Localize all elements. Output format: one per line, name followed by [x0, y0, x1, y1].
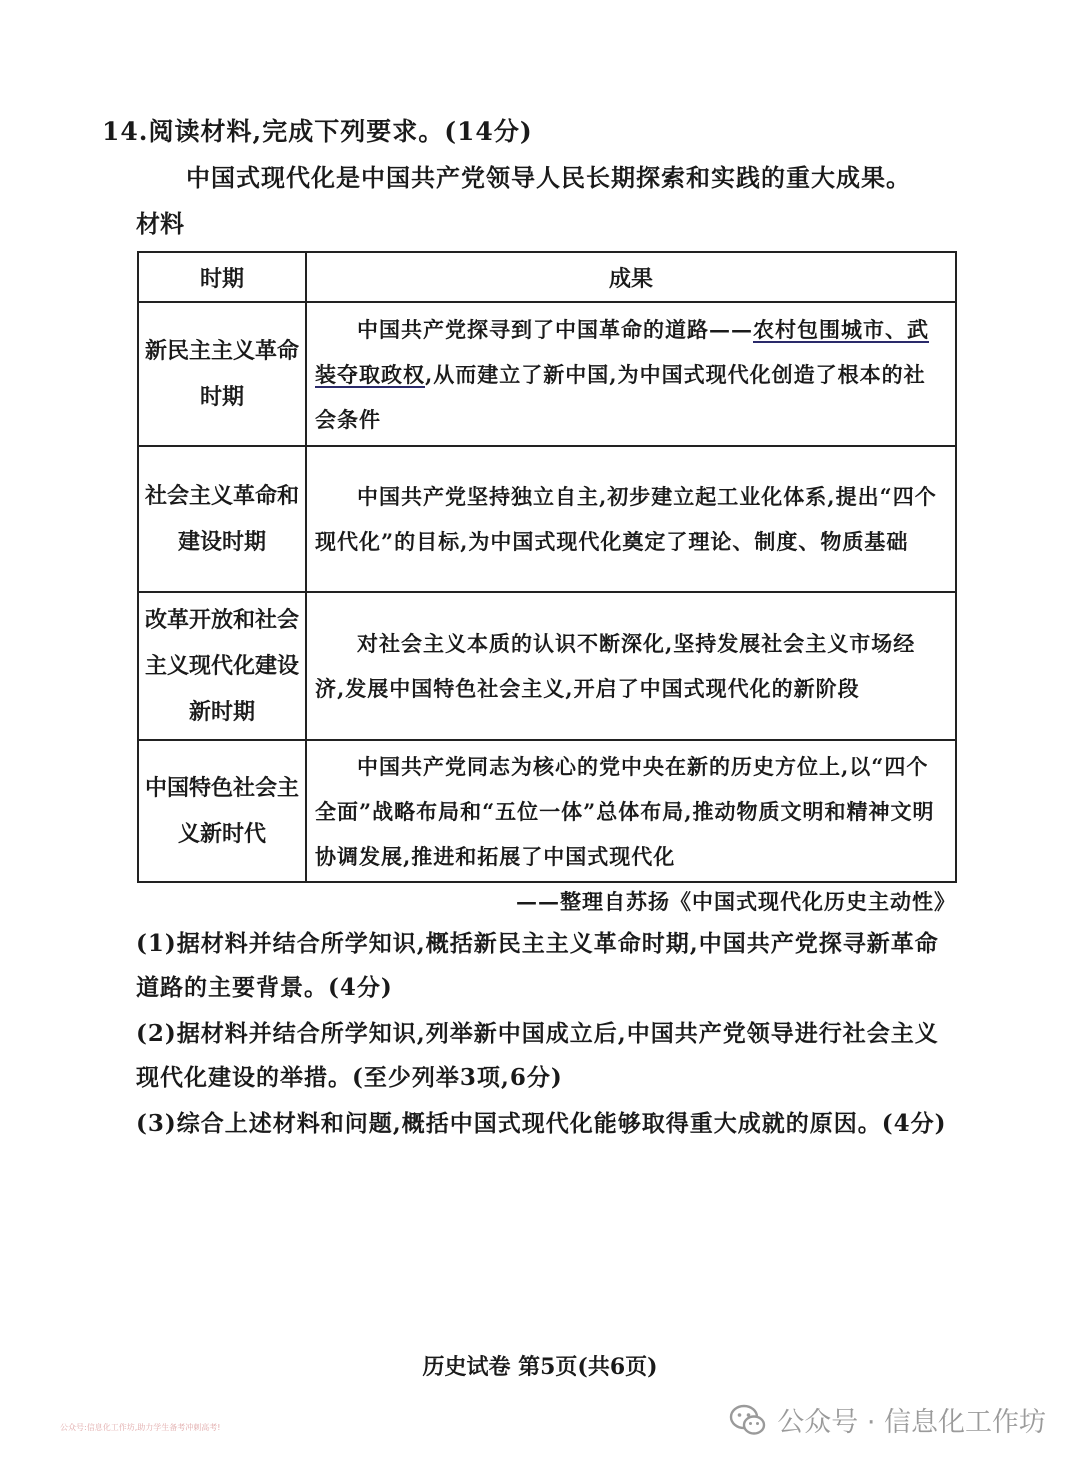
period-cell: 社会主义革命和建设时期 — [138, 446, 306, 592]
period-cell: 中国特色社会主义新时代 — [138, 740, 306, 882]
material-label: 材料 — [136, 209, 184, 238]
wechat-icon — [729, 1403, 767, 1437]
page-footer: 历史试卷 第5页(共6页) — [422, 1354, 658, 1380]
material-source: ——整理自苏扬《中国式现代化历史主动性》 — [516, 889, 956, 914]
header-result: 成果 — [306, 252, 956, 302]
result-text: 中国共产党探寻到了中国革命的道路—— — [357, 316, 753, 342]
table-row — [138, 446, 956, 592]
result-text: ,从而建立了新中国,为中国式现代化创造了根本的社会条件 — [315, 361, 926, 432]
material-table — [137, 251, 957, 883]
wechat-watermark — [729, 1400, 1046, 1439]
header-period: 时期 — [138, 252, 306, 302]
handwritten-underline: 农村包围城市、武装夺取政权 — [315, 316, 929, 387]
table-row — [138, 592, 956, 740]
result-cell: 中国共产党同志为核心的党中央在新的历史方位上,以“四个全面”战略布局和“五位一体”总体布局,推动物质文明和精神文明协调发展,推进和拓展了中国式现代化 — [306, 740, 956, 882]
sub-question-2: (2)据材料并结合所学知识,列举新中国成立后,中国共产党领导进行社会主义现代化建设的举措。(至少列举3项,6分) — [136, 1020, 939, 1091]
result-cell: 对社会主义本质的认识不断深化,坚持发展社会主义市场经济,发展中国特色社会主义,开启了中国式现代化的新阶段 — [306, 592, 956, 740]
table-row — [138, 740, 956, 882]
question-title: 14.阅读材料,完成下列要求。(14分) — [102, 117, 533, 146]
sub-question-3: (3)综合上述材料和问题,概括中国式现代化能够取得重大成就的原因。(4分) — [136, 1110, 947, 1137]
watermark-text: 公众号 · 信息化工作坊 — [777, 1407, 1046, 1438]
sub-question-1: (1)据材料并结合所学知识,概括新民主主义革命时期,中国共产党探寻新革命道路的主要背景。(4分) — [136, 930, 939, 1001]
table-header-row — [138, 252, 956, 302]
period-cell: 改革开放和社会主义现代化建设新时期 — [138, 592, 306, 740]
result-cell — [306, 302, 956, 446]
result-cell: 中国共产党坚持独立自主,初步建立起工业化体系,提出“四个现代化”的目标,为中国式现代化奠定了理论、制度、物质基础 — [306, 446, 956, 592]
tiny-watermark: 公众号:信息化工作坊,助力学生备考冲刺高考! — [60, 1423, 221, 1432]
period-cell: 新民主主义革命时期 — [138, 302, 306, 446]
table-row — [138, 302, 956, 446]
question-intro: 中国式现代化是中国共产党领导人民长期探索和实践的重大成果。 — [186, 163, 911, 192]
